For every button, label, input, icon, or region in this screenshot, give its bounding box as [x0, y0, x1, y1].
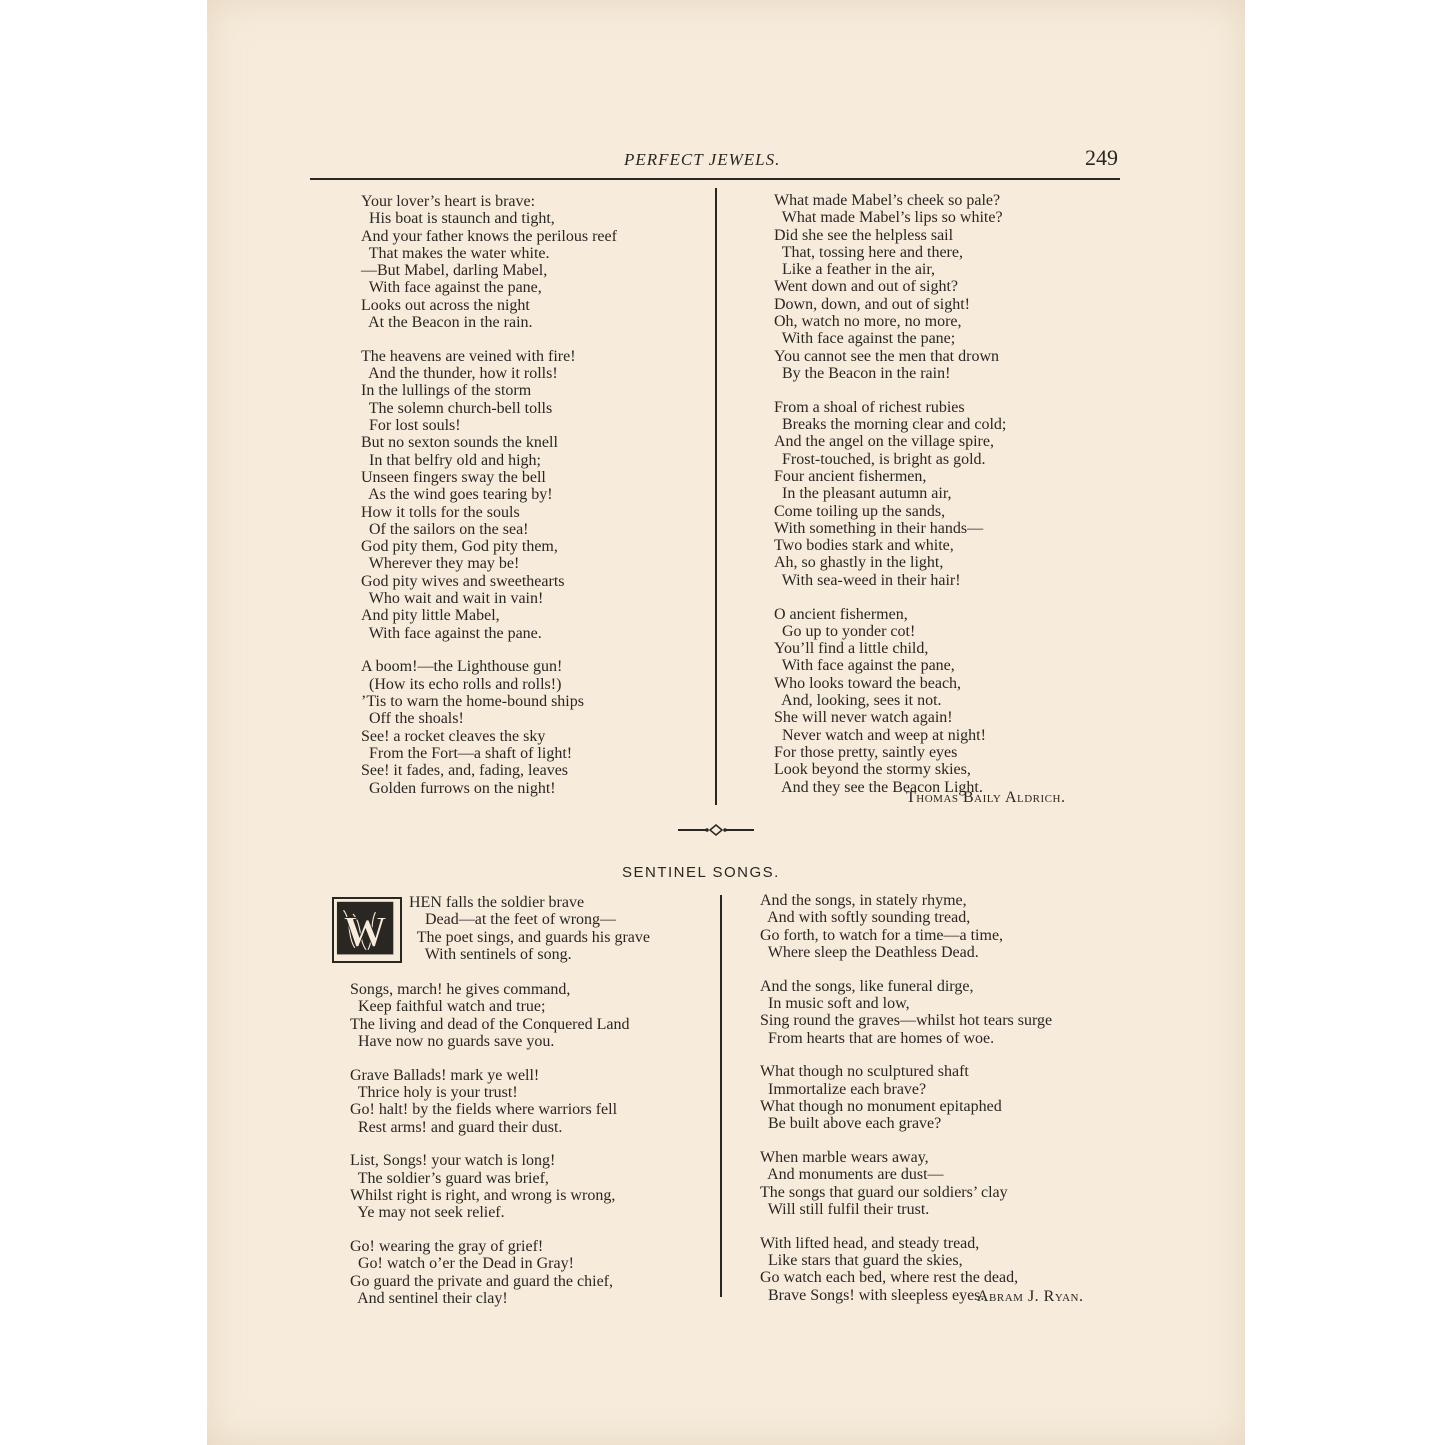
verse-line: Immortalize each brave?	[760, 1080, 927, 1098]
verse-line: Unseen fingers sway the bell	[361, 468, 546, 486]
verse-line: Down, down, and out of sight!	[774, 295, 970, 313]
section-divider-ornament	[678, 824, 754, 836]
verse-line: With face against the pane.	[361, 624, 542, 642]
verse-line: What made Mabel’s lips so white?	[774, 209, 1003, 227]
verse-line: Who looks toward the beach,	[774, 674, 962, 692]
verse-line: Will still fulfil their trust.	[760, 1200, 930, 1218]
stanza	[760, 892, 1052, 961]
verse-line: Oh, watch no more, no more,	[774, 313, 962, 331]
stanza	[774, 192, 1006, 382]
verse-line: Come toiling up the sands,	[774, 502, 946, 520]
running-head: PERFECT JEWELS.	[624, 150, 781, 169]
verse-line: Rest arms! and guard their dust.	[350, 1118, 563, 1136]
verse-line: And the thunder, how it rolls!	[361, 365, 558, 383]
verse-line: With something in their hands—	[774, 519, 984, 537]
stanza	[760, 1063, 1052, 1132]
verse-line: Two bodies stark and white,	[774, 537, 954, 555]
verse-line: Keep faithful watch and true;	[350, 998, 546, 1016]
verse-line: And the angel on the village spire,	[774, 433, 994, 451]
poem-2-right-column	[760, 892, 1052, 1320]
verse-line: You’ll find a little child,	[774, 640, 929, 658]
verse-line: Off the shoals!	[361, 710, 464, 728]
verse-line: God pity them, God pity them,	[361, 538, 558, 556]
verse-line: Where sleep the Deathless Dead.	[760, 943, 979, 961]
verse-line: Golden furrows on the night!	[361, 779, 556, 797]
verse-line: From the Fort—a shaft of light!	[361, 744, 573, 762]
verse-line: Songs, march! he gives command,	[350, 981, 571, 998]
verse-line: What though no sculptured shaft	[760, 1063, 969, 1081]
verse-line: That makes the water white.	[361, 244, 550, 262]
verse-line: And monuments are dust—	[760, 1166, 944, 1184]
verse-line: But no sexton sounds the knell	[361, 434, 558, 452]
verse-line: Sing round the graves—whilst hot tears surge	[760, 1012, 1053, 1030]
page-number: 249	[1085, 145, 1118, 170]
verse-line: Go forth, to watch for a time—a time,	[760, 926, 1004, 944]
verse-line: With sea-weed in their hair!	[774, 571, 961, 589]
verse-line: With face against the pane,	[774, 657, 955, 675]
verse-line: When marble wears away,	[760, 1149, 929, 1167]
verse-line: See! it fades, and, fading, leaves	[361, 762, 569, 780]
verse-line: Go up to yonder cot!	[774, 622, 916, 640]
verse-line: And the songs, like funeral dirge,	[760, 977, 974, 995]
drop-cap-initial	[332, 897, 402, 963]
verse-line: As the wind goes tearing by!	[361, 486, 553, 504]
verse-line: The poet sings, and guards his grave	[409, 928, 650, 946]
poem-2-first-stanza	[409, 894, 650, 963]
verse-line: The solemn church-bell tolls	[361, 399, 553, 417]
verse-line: What though no monument epitaphed	[760, 1097, 1002, 1115]
verse-line: (How its echo rolls and rolls!)	[361, 675, 562, 693]
verse-line: She will never watch again!	[774, 709, 953, 727]
column-divider	[715, 188, 717, 805]
verse-line: Like a feather in the air,	[774, 261, 936, 279]
verse-line: The heavens are veined with fire!	[361, 347, 576, 365]
verse-line: Did she see the helpless sail	[774, 226, 954, 244]
stanza	[350, 1067, 629, 1136]
stanza	[350, 1152, 629, 1221]
verse-line: Go guard the private and guard the chief,	[350, 1272, 614, 1290]
verse-line: Go watch each bed, where rest the dead,	[760, 1269, 1019, 1287]
verse-line: And your father knows the perilous reef	[361, 227, 617, 245]
verse-line: At the Beacon in the rain.	[361, 314, 533, 332]
verse-line: And, looking, sees it not.	[774, 692, 942, 710]
verse-line: How it tolls for the souls	[361, 503, 520, 521]
verse-line: Go! wearing the gray of grief!	[350, 1238, 544, 1256]
verse-line: With sentinels of song.	[409, 945, 572, 963]
verse-line: From hearts that are homes of woe.	[760, 1029, 995, 1047]
verse-line: Wherever they may be!	[361, 555, 520, 573]
verse-line: The songs that guard our soldiers’ clay	[760, 1183, 1008, 1201]
verse-line: A boom!—the Lighthouse gun!	[361, 658, 563, 676]
stanza	[361, 193, 617, 331]
verse-line: You cannot see the men that drown	[774, 347, 999, 365]
stanza	[774, 399, 1006, 589]
stanza	[774, 606, 1006, 796]
verse-line: In music soft and low,	[760, 994, 910, 1012]
verse-line: With lifted head, and steady tread,	[760, 1234, 980, 1252]
verse-line: O ancient fishermen,	[774, 605, 908, 623]
verse-line: The living and dead of the Conquered Land	[350, 1015, 630, 1033]
stanza	[760, 978, 1052, 1047]
header-rule	[310, 178, 1120, 180]
verse-line: Never watch and weep at night!	[774, 726, 986, 744]
poem-2-title: SENTINEL SONGS.	[622, 864, 780, 881]
verse-line: From a shoal of richest rubies	[774, 398, 965, 416]
poem-1-author: Thomas Baily Aldrich.	[906, 789, 1066, 806]
stanza	[350, 981, 629, 1050]
verse-line: In the pleasant autumn air,	[774, 485, 952, 503]
verse-line: Dead—at the feet of wrong—	[409, 911, 617, 929]
verse-line: Ah, so ghastly in the light,	[774, 554, 944, 572]
verse-line: Whilst right is right, and wrong is wrong,	[350, 1186, 616, 1204]
verse-line: Like stars that guard the skies,	[760, 1252, 963, 1270]
verse-line: Four ancient fishermen,	[774, 467, 927, 485]
verse-line: See! a rocket cleaves the sky	[361, 727, 546, 745]
verse-line: Frost-touched, is bright as gold.	[774, 450, 986, 468]
verse-line: Go! watch o’er the Dead in Gray!	[350, 1255, 574, 1273]
verse-line: With face against the pane,	[361, 279, 542, 297]
verse-line: And with softly sounding tread,	[760, 909, 971, 927]
verse-line: Went down and out of sight?	[774, 278, 959, 296]
drop-cap-letter: W	[343, 907, 387, 956]
verse-line: And the songs, in stately rhyme,	[760, 892, 967, 909]
stanza	[350, 1238, 629, 1307]
verse-line: Be built above each grave?	[760, 1115, 942, 1133]
verse-line: In the lullings of the storm	[361, 382, 532, 400]
verse-line: Brave Songs! with sleepless eyes.	[760, 1286, 985, 1304]
verse-line: Go! halt! by the fields where warriors fell	[350, 1101, 618, 1119]
verse-line: Who wait and wait in vain!	[361, 590, 544, 608]
verse-line: —But Mabel, darling Mabel,	[361, 262, 548, 280]
verse-line: Breaks the morning clear and cold;	[774, 416, 1007, 434]
verse-line: What made Mabel’s cheek so pale?	[774, 192, 1001, 209]
verse-line: For lost souls!	[361, 417, 461, 435]
stanza	[760, 1149, 1052, 1218]
verse-line: And pity little Mabel,	[361, 607, 500, 625]
verse-line: ’Tis to warn the home-bound ships	[361, 693, 584, 711]
poem-2-author: Abram J. Ryan.	[977, 1288, 1084, 1305]
verse-line: By the Beacon in the rain!	[774, 364, 951, 382]
verse-line: Look beyond the stormy skies,	[774, 761, 971, 779]
stanza	[361, 658, 617, 796]
verse-line: Of the sailors on the sea!	[361, 520, 529, 538]
verse-line: With face against the pane;	[774, 330, 956, 348]
verse-line: Ye may not seek relief.	[350, 1204, 505, 1222]
page-header	[310, 145, 1120, 175]
verse-line: Thrice holy is your trust!	[350, 1083, 518, 1101]
verse-line: For those pretty, saintly eyes	[774, 743, 958, 761]
verse-line: And sentinel their clay!	[350, 1289, 508, 1307]
verse-line: God pity wives and sweethearts	[361, 572, 565, 590]
poem-2-left-column	[350, 981, 629, 1324]
verse-line: Looks out across the night	[361, 296, 530, 314]
poem-1-right-column	[774, 192, 1006, 812]
verse-line: His boat is staunch and tight,	[361, 210, 555, 228]
verse-line: In that belfry old and high;	[361, 451, 541, 469]
verse-line: And they see the Beacon Light.	[774, 778, 983, 796]
stanza	[361, 348, 617, 642]
verse-line: That, tossing here and there,	[774, 243, 963, 261]
verse-line: Grave Ballads! mark ye well!	[350, 1066, 540, 1084]
poem-1-left-column	[361, 193, 617, 813]
verse-line: Have now no guards save you.	[350, 1032, 555, 1050]
verse-line: List, Songs! your watch is long!	[350, 1152, 556, 1170]
verse-line: The soldier’s guard was brief,	[350, 1169, 549, 1187]
column-divider-2	[720, 895, 722, 1297]
verse-line: Your lover’s heart is brave:	[361, 193, 536, 210]
verse-line: HEN falls the soldier brave	[409, 894, 585, 911]
